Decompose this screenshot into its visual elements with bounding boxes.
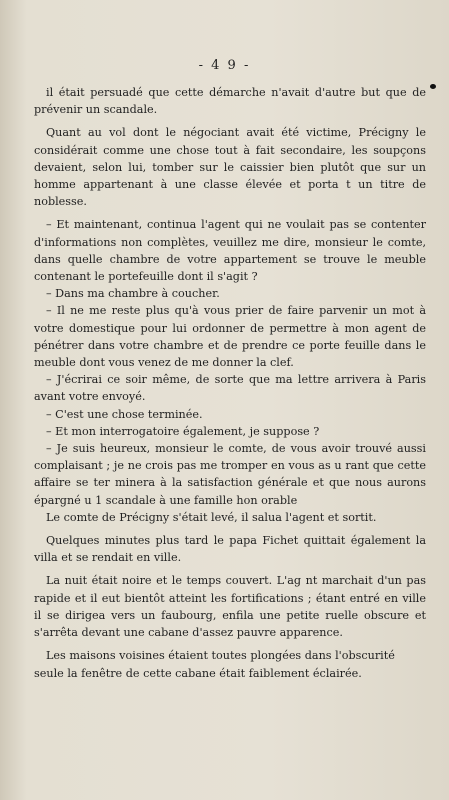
ink-spot (430, 84, 436, 89)
paragraph: – Il ne me reste plus qu'à vous prier de faire parvenir un mot à votre domestique pour lui ordonner de permettre à mon agent de pénétrer dans votre chambre et de prendre ce porte feuille dans le meuble dont vous venez de me donner la clef. (34, 304, 426, 370)
page-body (34, 84, 426, 682)
paragraph: – C'est une chose terminée. (46, 407, 203, 421)
paragraph: La nuit était noire et le temps couvert. L'ag nt marchait d'un pas rapide et il eut bientôt atteint les fortifications ; étant entré en ville il se dirigea vers un faubourg, enfila une petite ruelle obscure et s'arrêta devant une cabane d'assez pauvre apparence. (34, 574, 426, 640)
paragraph: Quelques minutes plus tard le papa Fichet quittait également la villa et se rendait en ville. (34, 534, 426, 565)
paragraph: – Et mon interrogatoire également, je suppose ? (46, 424, 320, 438)
paragraph: – Je suis heureux, monsieur le comte, de vous avoir trouvé aussi complaisant ; je ne crois pas me tromper en vous as u rant que cette affaire se ter minera à la satisfaction générale et que nous aurons épargné u 1 scandale à une famille hon orable (34, 442, 426, 507)
paragraph: – J'écrirai ce soir même, de sorte que ma lettre arrivera à Paris avant votre envoyé. (34, 373, 426, 404)
paragraph: – Dans ma chambre à coucher. (46, 287, 220, 301)
paragraph: Le comte de Précigny s'était levé, il salua l'agent et sortit. (46, 510, 377, 524)
page-number: - 4 9 - (198, 58, 251, 73)
paragraph: Les maisons voisines étaient toutes plongées dans l'obscurité seule la fenêtre de cette cabane était faiblement éclairée. (34, 649, 395, 680)
paragraph: – Et maintenant, continua l'agent qui ne voulait pas se contenter d'informations non complètes, veuillez me dire, monsieur le comte, dans quelle chambre de votre appartement se trouve le meuble contenant le portefeuille dont il s'agit ? (34, 218, 426, 284)
paragraph: Quant au vol dont le négociant avait été victime, Précigny le considérait comme une chose tout à fait secondaire, les soupçons devaient, selon lui, tomber sur le caissier bien plutôt que sur un homme appartenant à une classe élevée et porta t un titre de noblesse. (34, 126, 426, 209)
paragraph: il était persuadé que cette démarche n'avait d'autre but que de prévenir un scandale. (34, 86, 426, 117)
